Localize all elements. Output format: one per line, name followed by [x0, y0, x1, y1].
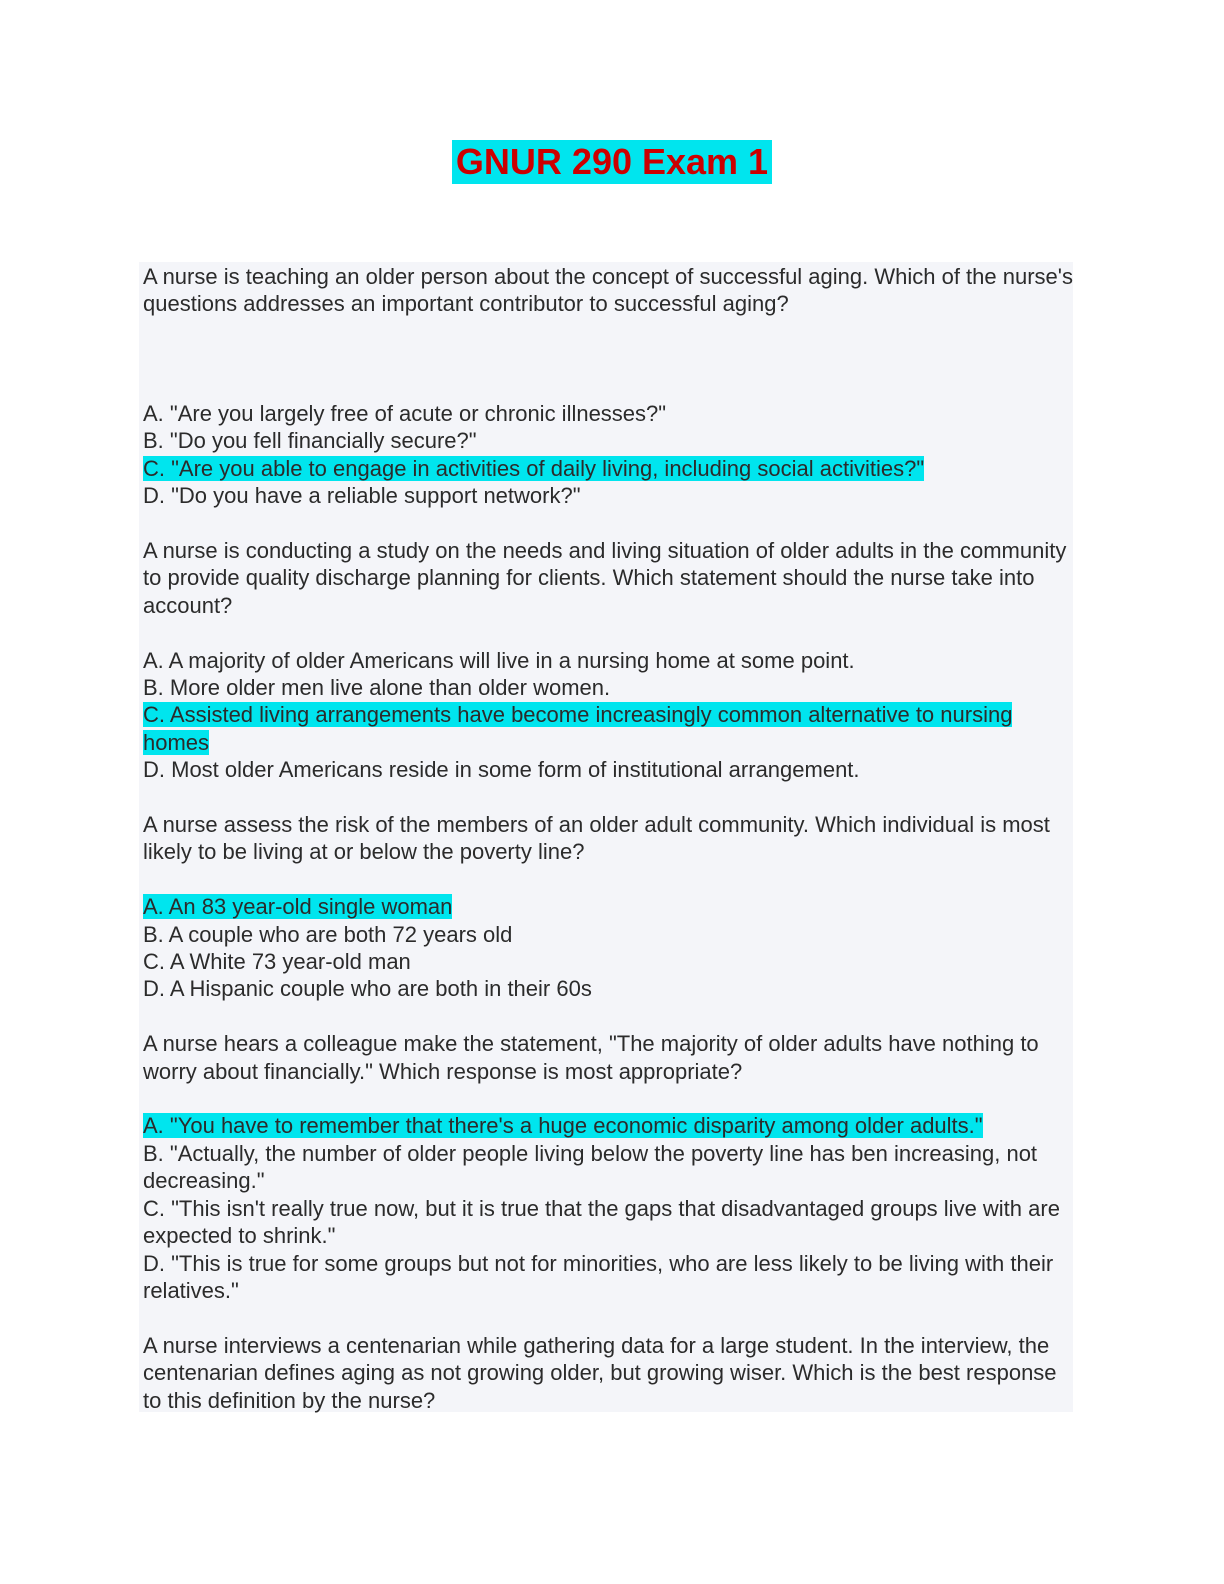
answer-option: B. "Actually, the number of older people living below the poverty line has ben increasing, not decreasing.": [143, 1140, 1038, 1194]
answer-option: D. Most older Americans reside in some form of institutional arrangement.: [143, 757, 860, 783]
question-stem: A nurse is conducting a study on the needs and living situation of older adults in the community to provide quality discharge planning for clients. Which statement should the nurse take into account?: [143, 538, 1067, 618]
document-title: GNUR 290 Exam 1: [452, 140, 772, 184]
question-stem: A nurse assess the risk of the members of an older adult community. Which individual is most likely to be living at or below the poverty line?: [143, 812, 1050, 865]
title-wrapper: [0, 140, 1224, 184]
answer-option: A. A majority of older Americans will live in a nursing home at some point.: [143, 647, 855, 673]
spacer: [143, 1003, 1073, 1030]
spacer: [143, 1304, 1073, 1331]
correct-answer-highlight: C. "Are you able to engage in activities of daily living, including social activities?": [143, 455, 925, 481]
spacer: [143, 345, 1073, 400]
question-stem: A nurse interviews a centenarian while gathering data for a large student. In the interview, the centenarian defines aging as not growing older, but growing wiser. Which is the best response to this definition by the nurse?: [143, 1332, 1057, 1413]
spacer: [143, 510, 1073, 537]
exam-content: [143, 263, 1073, 1414]
answer-option-correct: [143, 455, 1073, 482]
answer-option: B. "Do you fell financially secure?": [143, 428, 477, 454]
answer-option: D. "This is true for some groups but not for minorities, who are less likely to be living with their relatives.": [143, 1250, 1054, 1303]
answer-option: C. "This isn't really true now, but it is true that the gaps that disadvantaged groups live with are expected to shrink.": [143, 1195, 1060, 1249]
answer-option: B. More older men live alone than older women.: [143, 675, 611, 701]
correct-answer-highlight: A. "You have to remember that there's a huge economic disparity among older adults.": [143, 1113, 983, 1139]
answer-option-correct: [143, 701, 1073, 756]
question-block: [143, 537, 1073, 784]
question-stem: A nurse hears a colleague make the statement, "The majority of older adults have nothing to worry about financially." Which response is most appropriate?: [143, 1031, 1039, 1084]
answer-option: A. "Are you largely free of acute or chronic illnesses?": [143, 401, 667, 426]
spacer: [143, 784, 1073, 811]
question-block: [143, 263, 1073, 510]
correct-answer-highlight: A. An 83 year-old single woman: [143, 894, 453, 920]
question-block: [143, 1332, 1073, 1414]
answer-option: D. "Do you have a reliable support network?": [143, 483, 581, 509]
correct-answer-highlight: C. Assisted living arrangements have become increasingly common alternative to nursing homes: [143, 702, 1013, 755]
answer-option-correct: [143, 1112, 1073, 1139]
answer-option-correct: [143, 893, 1073, 920]
answer-option: B. A couple who are both 72 years old: [143, 921, 513, 947]
question-block: [143, 811, 1073, 1003]
question-stem: A nurse is teaching an older person about the concept of successful aging. Which of the nurse's questions addresses an important contributor to successful aging?: [143, 264, 1073, 317]
answer-option: C. A White 73 year-old man: [143, 949, 411, 975]
question-block: [143, 1030, 1073, 1304]
answer-option: D. A Hispanic couple who are both in their 60s: [143, 976, 592, 1002]
